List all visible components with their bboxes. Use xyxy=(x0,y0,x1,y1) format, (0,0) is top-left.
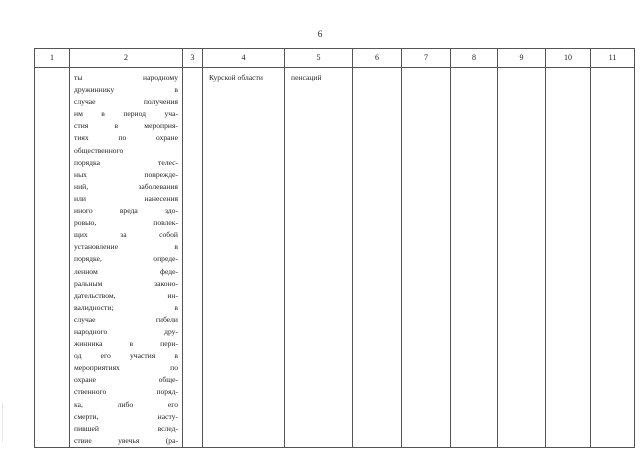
table-cell-col7 xyxy=(402,68,451,448)
column-number-row xyxy=(35,49,635,68)
column-number: 6 xyxy=(353,49,402,68)
text-line: порядке, опреде- xyxy=(74,254,178,264)
text-line: дательством, ин- xyxy=(74,290,178,300)
text-line: порядка телес- xyxy=(74,157,178,167)
text-line: ровью, повлек- xyxy=(74,218,178,228)
table-cell-col4 xyxy=(203,68,285,448)
text-line: стия в мероприя- xyxy=(74,121,178,131)
text-line: дружиннику в xyxy=(74,85,178,95)
column-number: 4 xyxy=(203,49,285,68)
text-line: случае получения xyxy=(74,97,178,107)
text-line: установление в xyxy=(74,242,178,252)
text-line: од его участия в xyxy=(74,351,178,361)
column-number: 5 xyxy=(285,49,353,68)
table-cell-col8 xyxy=(451,68,498,448)
text-line: народного дру- xyxy=(74,326,178,336)
column-number: 2 xyxy=(70,49,183,68)
table-cell-col11 xyxy=(591,68,635,448)
text-line: пившей вслед- xyxy=(74,423,178,433)
scan-edge-mark xyxy=(2,402,3,442)
column-number: 8 xyxy=(451,49,498,68)
column-number: 11 xyxy=(591,49,635,68)
text-line: им в период уча- xyxy=(74,109,178,119)
table-cell-col6 xyxy=(353,68,402,448)
column-number: 3 xyxy=(183,49,203,68)
text-line: ка, либо его xyxy=(74,399,178,409)
text-line: жинника в пери- xyxy=(74,339,178,349)
text-line: ральным законо- xyxy=(74,278,178,288)
region-text: Курской области xyxy=(209,73,263,82)
text-line: мероприятиях по xyxy=(74,363,178,373)
text-line: ний, заболевания xyxy=(74,181,178,191)
table-cell-col10 xyxy=(546,68,591,448)
table-cell-col2 xyxy=(70,68,183,448)
text-line: ленном феде- xyxy=(74,266,178,276)
table-cell-col9 xyxy=(498,68,546,448)
text-line: смерти, насту- xyxy=(74,411,178,421)
column-number: 10 xyxy=(546,49,591,68)
table-row xyxy=(35,68,635,448)
text-line: валидности; в xyxy=(74,302,178,312)
text-line: щих за собой xyxy=(74,230,178,240)
text-line: общественного xyxy=(74,145,124,155)
column-number: 9 xyxy=(498,49,546,68)
payment-type-text: пенсаций xyxy=(291,73,322,82)
text-line: охране обще- xyxy=(74,375,178,385)
page-number: 6 xyxy=(317,29,323,39)
text-line: ствие увечья (ра- xyxy=(74,435,178,445)
column-number: 7 xyxy=(402,49,451,68)
column-number: 1 xyxy=(35,49,70,68)
table-cell-col1 xyxy=(35,68,70,448)
document-table xyxy=(34,48,635,448)
compensation-description-text xyxy=(70,68,182,447)
table-cell-col3 xyxy=(183,68,203,448)
text-line: ты народному xyxy=(74,73,178,82)
table-cell-col5 xyxy=(285,68,353,448)
text-line: ственного поряд- xyxy=(74,387,178,397)
text-line: или нанесения xyxy=(74,193,178,203)
text-line: иного вреда здо- xyxy=(74,206,178,216)
text-line: ных поврежде- xyxy=(74,169,178,179)
text-line: тиях по охране xyxy=(74,133,178,143)
text-line: случае гибели xyxy=(74,314,178,324)
